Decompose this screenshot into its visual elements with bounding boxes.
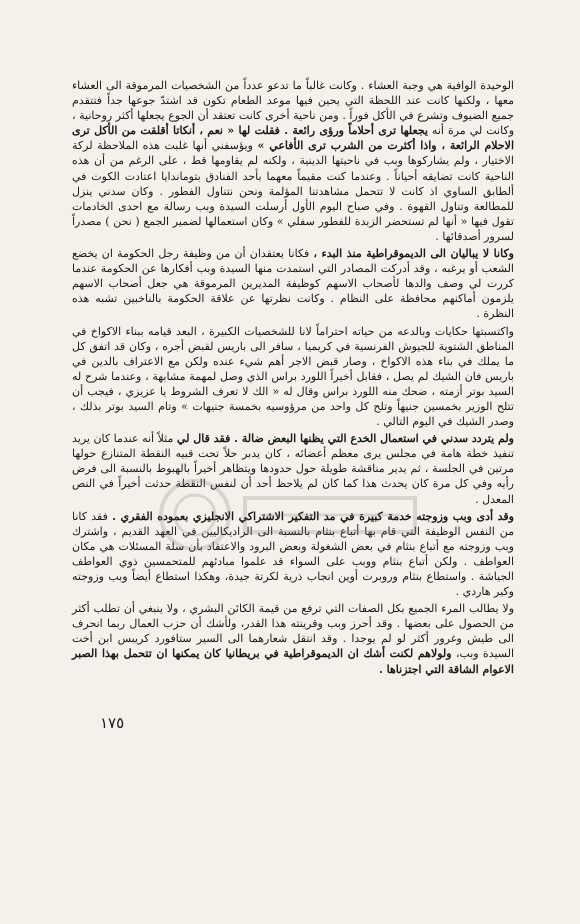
emphasis-text: ولولاهم لكنت أشك ان الديموقراطية في بريطانيا كان يمكنها ان تتحمل بهذا الصبر الاعوام الشاقة التي اجتزناها . bbox=[72, 647, 514, 676]
paragraph-3: واكتسبتها حكايات وبالدعه من حياته احتراماً لانا للشخصيات الكبيرة ، البعد قيامه ببناء الاكواخ في المناطق الشتوية للجيوش الفرنسية في كريميا ، سافر الى باريس لقبض أجره ، وكان قد اتفق كل ما يملك في بناء هذه الاكواخ ، وصار قبض الاجر أهم شيء عنده ولكن مع الاعتراف بالدين في باريس فان الشيك لم يصل ، فقابل أخيراً اللورد براس الذي وصل لمهمة مشابهة ، وعندما شرح له السيد بوتر أزمته ، ضحك منه اللورد براس وقال له « الك لا تعرف الشروط يا عزيزي ، فيجب أن تتلح الوزير بخمسين جنيهاً وتلح كل واحد من مرؤوسيه بخمسة جنيهات » وتام السيد بوتر بذلك ، وصدر الشيك في اليوم التالي . bbox=[72, 324, 514, 429]
paragraph-6: ولا يطالب المرء الجميع بكل الصفات التي ترفع من قيمة الكائن البشري ، ولا ينبغي أن تطلب أكثر من الحصول على بعضها . وقد أحرز وبب وقرينته هذا القدر، ولأشك أن حزب العمال ربما انحرف الى طيش وغرور أكثر لو لم يوجدا . وقد انتقل شعارهما الى السير ستافورد كريبس ابن أخت السيدة وبب، ولولاهم لكنت أشك ان الديموقراطية في بريطانيا كان يمكنها ان تتحمل بهذا الصبر الاعوام الشاقة التي اجتزناها . bbox=[72, 602, 515, 676]
page-number: ١٧٥ bbox=[100, 714, 125, 732]
emphasis-text: ولم يتردد سدني في استعمال الخدع التي يظنها البعض ضالة . فقد قال لي bbox=[176, 432, 514, 446]
emphasis-text: يجعلها ترى أحلاماً ورؤى رائعة . فقلت لها « نعم ، أنكاتا أقلقت من الأكل ترى الاحلام الرائعة ، واذا أكثرت من الشرب ترى الأفاعي » bbox=[72, 124, 515, 153]
paragraph-1: الوحيدة الوافية هي وجبة العشاء . وكانت غالباً ما تدعو عدداً من الشخصيات المرموقة الى العشاء معها ، ولكنها كانت عند اللحظة التي يحين فيها موعد الطعام تكون قد اشتدّ جوعها جداً فتتقدم جميع الضيوف وتشرع في الأكل فوراً . ومن ناحية أخرى كانت تعتقد أن الجوع يجعلها أكثر روحانية ، وكانت لي مرة أنه يجعلها ترى أحلاماً ورؤى رائعة . فقلت لها « نعم ، أنكاتا أقلقت من الأكل ترى الاحلام الرائعة ، واذا أكثرت من الشرب ترى الأفاعي » ويؤسفني أنها غلبت هذه الملاحظة لركة الاختيار ، ولم يشاركوها وبب في ناحيتها الدينية ، ولكنه لم يقاومها قط ، على الرغم من أن هذه الناحية كانت تضايقه أحياناً . وعندما كنت مقيماً معهما بأحد الفنادق بتوماندايا اعتادت الكوت في ألطابق الساوي اذ كانت لا تتحمل مشاهدتنا المؤلمة ونحن نتناول الفطور . وكان سدني ينزل للمطالعة وتناول القهوة . وفي صباح اليوم الأول أرسلت السيدة وبب رسالة مع احدى الخادمات تقول فيها « أنها لم تستحضر الزبدة للفطور سفلي » وكان استعمالها لضمير الجمع ( نحن ) مصدراً لسرور أصدقائها . bbox=[72, 79, 515, 243]
paragraph-4: ولم يتردد سدني في استعمال الخدع التي يظنها البعض ضالة . فقد قال لي مثلاً أنه عندما كان يريد تنفيذ خطة هامة في مجلس يرى معظم أعضائه ، كان يدبر حلاً تحت قبيه النقطة المتنازع حولها مرتين في الجلسة ، ثم يدير مناقشة طويلة حول حدودها ويتظاهر أخيراً بالهبوط بالنسبة الى فرض رأيه وفي كل مرة كان يحدث هذا كما كان لم يلاحظ أحد أن لنفس النقطة حدثت أخيراً في النص المعدل . bbox=[72, 432, 514, 506]
paragraph-5: وقد أدى وبب وزوجته خدمة كبيرة في مد التفكير الاشتراكي الانجليزي بعموده الفقري . فقد كانا من النفس الوظيفة التي قام بها أتباع بنثام بالنسبة الى الراديكاليين في العهد القديم ، واشترك وبب وزوجته مع أتباع بنثام في بعض الشغولة وبعض البرود والاعتقاد بأن سلة المسئلات هي مكان العواطف . ولكن أتباع بنثام ووبب على السواء قد علموا مبادئهم للمتحمسين ذوي العواطف الجياشة . واستطاع بنثام وروبرت أوين انجاب ذرية لكرتة جيدة، وهكذا استطاع أيضاً وبب وزوجته وكير هاردي . bbox=[72, 509, 514, 599]
paragraph-2: وكانا لا يباليان الى الديموقراطية منذ البدء ، فكانا يعتقدان أن من وظيفة رجل الحكومة ان يخضع الشعب أو يرغبه ، وقد أدركت المصادر التي استمدت منها السيدة وبب أفكارها عن الحكومة عندما كررت لي وصف والدها لأصحاب الاسهم كوظيفة المديرين المرموقة هي جعل أصحاب الاسهم يلزمون أماكنهم محافظة على النظام . وكانت نظرتها عن علاقة الحكومة بالناخبين تشبه هذه النظرة . bbox=[72, 247, 514, 321]
emphasis-text: وقد أدى وبب وزوجته خدمة كبيرة في مد التفكير الاشتراكي الانجليزي بعموده الفقري . bbox=[112, 509, 514, 523]
emphasis-text: وكانا لا يباليان الى الديموقراطية منذ البدء ، bbox=[313, 247, 514, 261]
body-text bbox=[72, 78, 514, 677]
